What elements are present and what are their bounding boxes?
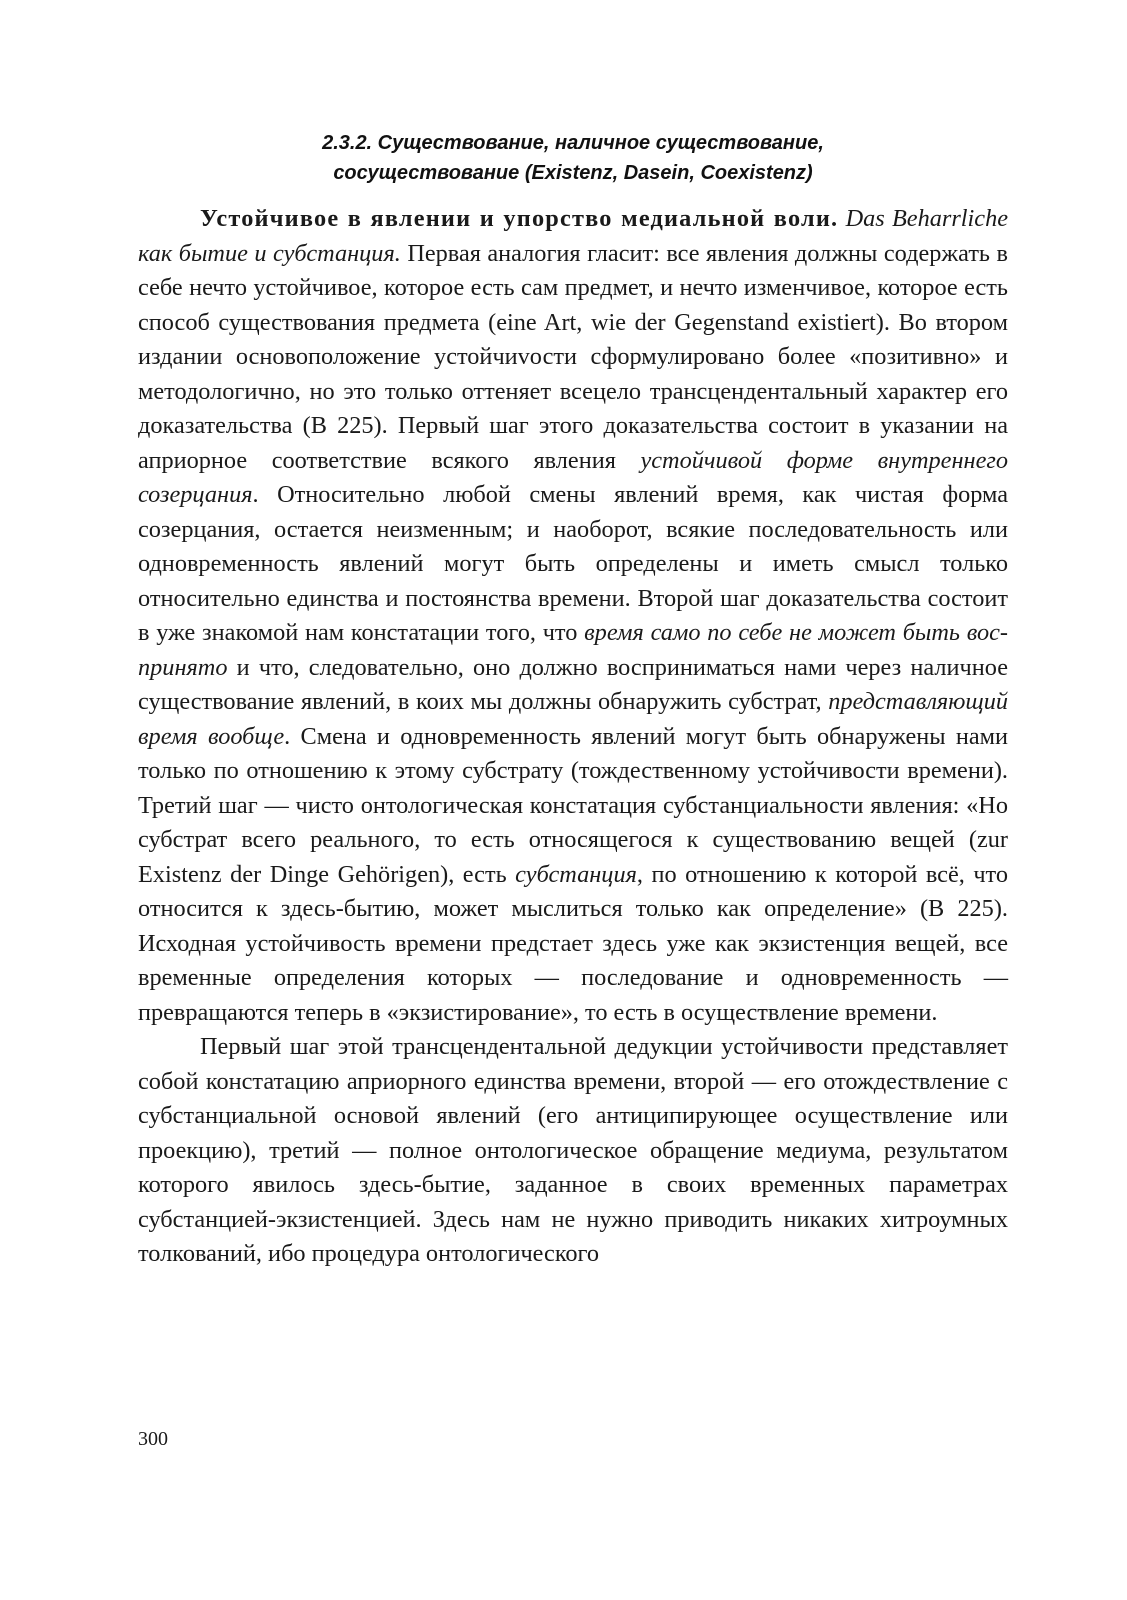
paragraph-1-italic-1: устойчивой форме внутреннего созерцания	[138, 446, 1008, 508]
page-number: 300	[138, 1428, 168, 1450]
paragraph-1-text-4: . Смена и одновременность явлений могут быть обнаружены нами только по отношению к этому субстрату (тождественному устойчивости времени). Третий шаг — чисто онтологическая констатация субстанциальности явления: «Но субстрат всего реального, то есть относящегося к существованию вещей (zur Existenz der Dinge Gehörigen), есть	[138, 722, 1009, 888]
paragraph-1	[138, 202, 1008, 1030]
section-heading	[138, 128, 1008, 188]
paragraph-2-text: Первый шаг этой трансцендентальной дедукции устойчивости представляет собой констатацию априорного единства времени, второй — его отождествление с субстанциальной основой явлений (его антиципирующее осуществление или проекцию), третий — полное онтологическое обращение медиума, результатом которого явилось здесь-бытие, заданное в своих временных параметрах субстанцией-экзистенцией. Здесь нам не нужно приводить никаких хитроумных толкований, ибо процедура онтологического	[138, 1033, 1008, 1267]
paragraph-1-text-2: . Относительно любой смены явлений время, как чистая форма созерцания, остается неизменным; и наоборот, всякие последовательность или одновременность явлений могут быть определены и иметь смысл только относительно единства и постоянства времени. Второй шаг доказательства состоит в уже знакомой нам констатации того, что	[138, 481, 1008, 646]
paragraph-1-italic-3: представляющий время вообще	[138, 688, 1008, 750]
paragraph-1-lead-italic: Das Beharrliche как бытие и субстанция.	[138, 205, 1009, 267]
paragraph-1-text-1: Первая аналогия гласит: все явления должны содержать в себе нечто устойчивое, которое есть сам предмет, и нечто изменчивое, которое есть способ существования предмета (eine Art, wie der Gegenstand existiert). Во втором издании основоположение устойчиvости сформулировано более «позитивно» и методологично, но это только оттеняет всецело трансцендентальный характер его доказательства (B 225). Первый шаг этого доказательства состоит в указании на априорное соответствие всякого явления	[138, 239, 1008, 474]
paragraph-1-lead-bold: Устойчивое в явлении и упорство медиальной воли.	[200, 205, 839, 232]
paragraph-1-text-3: и что, следовательно, оно должно восприниматься нами через наличное существование явлений, в коих мы должны обнаружить субстрат,	[138, 653, 1008, 715]
paragraph-1-text-5: , по отношению к которой всё, что относится к здесь-бытию, может мыслиться только как определение» (B 225). Исходная устойчивость времени предстает здесь уже как экзистенция вещей, все временные определения которых — последование и одновременность — превращаются теперь в «экзистирование», то есть в осуществление времени.	[138, 860, 1008, 1026]
paragraph-1-italic-2: время само по себе не может быть воспринято	[138, 619, 1008, 681]
paragraph-1-italic-4: субстанция	[515, 860, 637, 888]
section-heading-line-2: сосуществование (Existenz, Dasein, Coexistenz)	[333, 162, 813, 184]
page-content	[138, 120, 1008, 1272]
paragraph-2	[138, 1030, 1008, 1272]
section-heading-line-1: 2.3.2. Существование, наличное существование,	[322, 132, 824, 154]
